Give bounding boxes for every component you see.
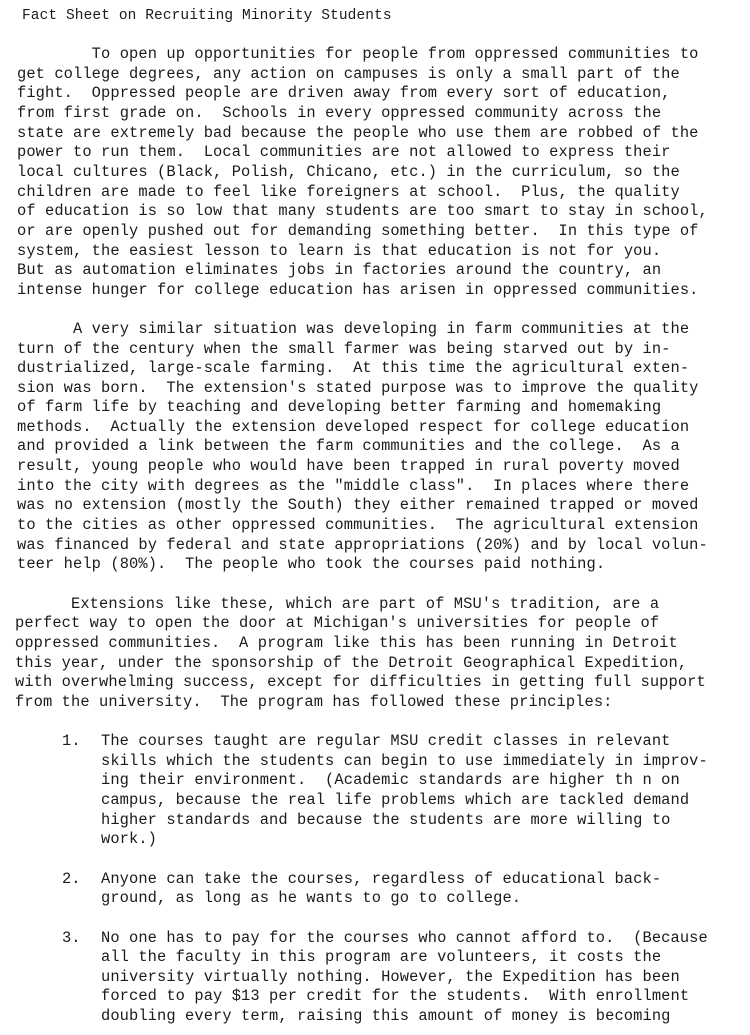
text-line: with overwhelming success, except for difficulties in getting full support <box>15 673 706 691</box>
text-line: fight. Oppressed people are driven away from every sort of education, <box>17 84 671 102</box>
document-title: Fact Sheet on Recruiting Minority Students <box>22 8 392 24</box>
text-line: intense hunger for college education has arisen in oppressed communities. <box>17 281 699 299</box>
text-line: of education is so low that many students are too smart to stay in school, <box>17 202 708 220</box>
text-line: forced to pay $13 per credit for the students. With enrollment <box>101 987 690 1005</box>
text-line: teer help (80%). The people who took the courses paid nothing. <box>17 555 606 573</box>
text-line: result, young people who would have been trapped in rural poverty moved <box>17 457 680 475</box>
text-line: state are extremely bad because the people who use them are robbed of the <box>17 124 699 142</box>
text-line: into the city with degrees as the "middle class". In places where there <box>17 477 690 495</box>
text-line: But as automation eliminates jobs in factories around the country, an <box>17 261 662 279</box>
text-line: get college degrees, any action on campuses is only a small part of the <box>17 65 680 83</box>
text-line: was no extension (mostly the South) they either remained trapped or moved <box>17 496 699 514</box>
text-line: oppressed communities. A program like this has been running in Detroit <box>15 634 678 652</box>
text-line: No one has to pay for the courses who cannot afford to. (Because <box>101 929 708 947</box>
text-line: A very similar situation was developing in farm communities at the <box>17 320 690 338</box>
text-line: methods. Actually the extension developed respect for college education <box>17 418 690 436</box>
text-line: or are openly pushed out for demanding something better. In this type of <box>17 222 699 240</box>
text-line: turn of the century when the small farmer was being starved out by in- <box>17 340 671 358</box>
text-line: perfect way to open the door at Michigan's universities for people of <box>15 614 660 632</box>
text-line: system, the easiest lesson to learn is that education is not for you. <box>17 242 662 260</box>
text-line: children are made to feel like foreigners at school. Plus, the quality <box>17 183 680 201</box>
text-line: work.) <box>101 830 158 848</box>
text-line: ground, as long as he wants to go to college. <box>101 889 522 907</box>
text-line: this year, under the sponsorship of the Detroit Geographical Expedition, <box>15 654 688 672</box>
text-line: all the faculty in this program are volunteers, it costs the <box>101 948 662 966</box>
text-line: from the university. The program has followed these principles: <box>15 693 613 711</box>
text-line: skills which the students can begin to use immediately in improv- <box>101 752 708 770</box>
text-line: Anyone can take the courses, regardless of educational back- <box>101 870 662 888</box>
text-line: dustrialized, large-scale farming. At this time the agricultural exten- <box>17 359 690 377</box>
text-line: was financed by federal and state appropriations (20%) and by local volun- <box>17 536 708 554</box>
list-number: 2. <box>62 870 81 888</box>
text-line: higher standards and because the students are more willing to <box>101 811 671 829</box>
text-line: of farm life by teaching and developing better farming and homemaking <box>17 398 662 416</box>
text-line: doubling every term, raising this amount of money is becoming <box>101 1007 671 1025</box>
text-line: To open up opportunities for people from oppressed communities to <box>17 45 699 63</box>
text-line: to the cities as other oppressed communities. The agricultural extension <box>17 516 699 534</box>
text-line: power to run them. Local communities are not allowed to express their <box>17 143 671 161</box>
text-line: ing their environment. (Academic standards are higher th n on <box>101 771 680 789</box>
list-number: 1. <box>62 732 81 750</box>
text-line: campus, because the real life problems which are tackled demand <box>101 791 690 809</box>
text-line: local cultures (Black, Polish, Chicano, etc.) in the curriculum, so the <box>17 163 680 181</box>
text-line: from first grade on. Schools in every oppressed community across the <box>17 104 662 122</box>
text-line: The courses taught are regular MSU credit classes in relevant <box>101 732 671 750</box>
text-line: Extensions like these, which are part of MSU's tradition, are a <box>15 595 660 613</box>
text-line: university virtually nothing. However, the Expedition has been <box>101 968 680 986</box>
text-line: and provided a link between the farm communities and the college. As a <box>17 437 680 455</box>
text-line: sion was born. The extension's stated purpose was to improve the quality <box>17 379 699 397</box>
list-number: 3. <box>62 929 81 947</box>
